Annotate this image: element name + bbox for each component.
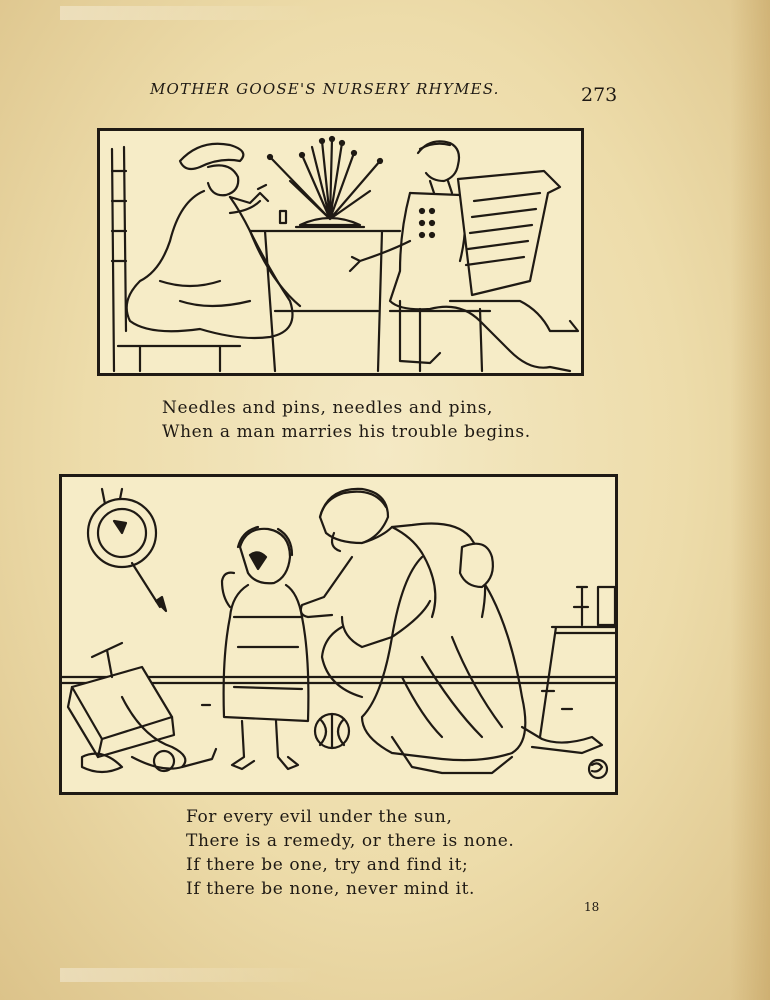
running-title: MOTHER GOOSE'S NURSERY RHYMES. [150,80,500,98]
verse-line: There is a remedy, or there is none. [186,831,515,851]
rhyme-every-evil-under-the-sun [186,805,514,901]
rhyme-needles-and-pins [162,396,531,444]
page-number: 273 [581,84,618,106]
paper-edge-shadow [730,0,770,1000]
verse-line: Needles and pins, needles and pins, [162,398,494,418]
verse-line: If there be none, never mind it. [186,879,476,899]
paper-stain-top [60,6,320,20]
verse-line: For every evil under the sun, [186,807,453,827]
verse-line: When a man marries his trouble begins. [162,422,531,442]
verse-line: If there be one, try and find it; [186,855,469,875]
signature-mark: 18 [584,900,600,914]
paper-stain-bottom [60,968,320,982]
illustration-mother-and-child [59,474,618,795]
illustration-needles-and-pins [97,128,584,376]
